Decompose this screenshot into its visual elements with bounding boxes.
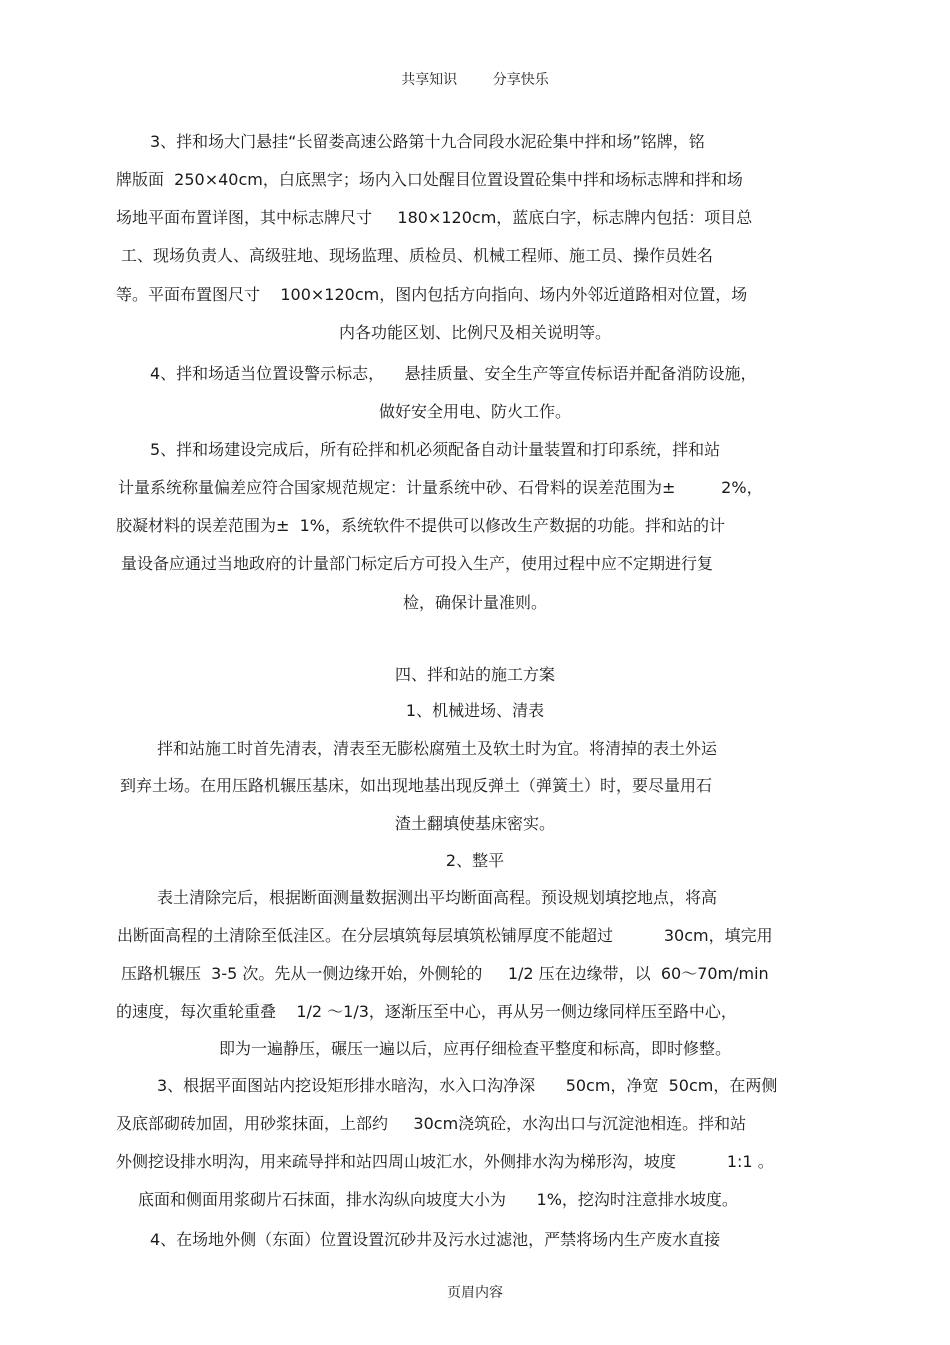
subsection-2-line: 压路机辗压 3-5 次。先从一侧边缘开始，外侧轮的 1/2 压在边缘带，以 60～70m/min (121, 964, 769, 983)
subsection-3-line: 外侧挖设排水明沟，用来疏导拌和站四周山坡汇水，外侧排水沟为梯形沟，坡度 1:1 。 (116, 1152, 774, 1171)
paragraph-3-line: 工、现场负责人、高级驻地、现场监理、质检员、机械工程师、施工员、操作员姓名 (121, 246, 714, 265)
paragraph-4-line: 4、拌和场适当位置设警示标志， 悬挂质量、安全生产等宣传标语并配备消防设施， (150, 364, 757, 383)
subsection-2-line: 出断面高程的土清除至低洼区。在分层填筑每层填筑松铺厚度不能超过 30cm，填完用 (117, 926, 773, 945)
subsection-4-line: 4、在场地外侧（东面）位置设置沉砂井及污水过滤池，严禁将场内生产废水直接 (150, 1230, 721, 1249)
paragraph-5-line: 胶凝材料的误差范围为± 1%，系统软件不提供可以修改生产数据的功能。拌和站的计 (116, 516, 725, 535)
paragraph-5-line: 5、拌和场建设完成后，所有砼拌和机必须配备自动计量装置和打印系统，拌和站 (150, 440, 721, 459)
paragraph-3-line: 3、拌和场大门悬挂“长留娄高速公路第十九合同段水泥砼集中拌和场”铭牌，铭 (150, 132, 705, 151)
subsection-title: 2、整平 (445, 851, 505, 870)
subsection-1-line: 到弃土场。在用压路机辗压基床，如出现地基出现反弹土（弹簧土）时，要尽量用石 (120, 776, 713, 795)
paragraph-5-line: 计量系统称量偏差应符合国家规范规定：计量系统中砂、石骨料的误差范围为± 2%， (118, 478, 763, 497)
section-title: 四、拌和站的施工方案 (394, 665, 555, 684)
subsection-1-line: 渣土翻填使基床密实。 (394, 814, 555, 833)
paragraph-3-line: 牌版面 250×40cm，白底黑字；场内入口处醒目位置设置砼集中拌和场标志牌和拌和场 (116, 170, 743, 189)
subsection-2-line: 表土清除完后，根据断面测量数据测出平均断面高程。预设规划填挖地点，将高 (157, 888, 718, 907)
subsection-1-line: 拌和站施工时首先清表，清表至无膨松腐殖土及软土时为宜。将清掉的表土外运 (157, 739, 718, 758)
paragraph-4-line: 做好安全用电、防火工作。 (378, 402, 571, 421)
subsection-title: 1、机械进场、清表 (405, 701, 545, 720)
paragraph-3-line: 内各功能区划、比例尺及相关说明等。 (338, 323, 611, 342)
subsection-3-line: 及底部砌砖加固，用砂浆抹面，上部约 30cm浇筑砼，水沟出口与沉淀池相连。拌和站 (116, 1114, 747, 1133)
paragraph-3-line: 场地平面布置详图，其中标志牌尺寸 180×120cm，蓝底白字，标志牌内包括：项目总 (116, 208, 753, 227)
page-footer: 页眉内容 (447, 1285, 503, 1301)
paragraph-5-line: 量设备应通过当地政府的计量部门标定后方可投入生产，使用过程中应不定期进行复 (121, 554, 714, 573)
paragraph-5-line: 检，确保计量准则。 (402, 593, 547, 612)
subsection-2-line: 的速度，每次重轮重叠 1/2 ～1/3，逐渐压至中心，再从另一侧边缘同样压至路中心， (116, 1002, 737, 1021)
subsection-3-line: 3、根据平面图站内挖设矩形排水暗沟，水入口沟净深 50cm，净宽 50cm，在两侧 (157, 1076, 778, 1095)
subsection-2-line: 即为一遍静压，碾压一遍以后，应再仔细检查平整度和标高，即时修整。 (218, 1039, 731, 1058)
subsection-3-line: 底面和侧面用浆砌片石抹面，排水沟纵向坡度大小为 1%，挖沟时注意排水坡度。 (138, 1190, 738, 1209)
page-header: 共享知识 分享快乐 (401, 72, 549, 88)
paragraph-3-line: 等。平面布置图尺寸 100×120cm，图内包括方向指向、场内外邻近道路相对位置，场 (116, 285, 748, 304)
